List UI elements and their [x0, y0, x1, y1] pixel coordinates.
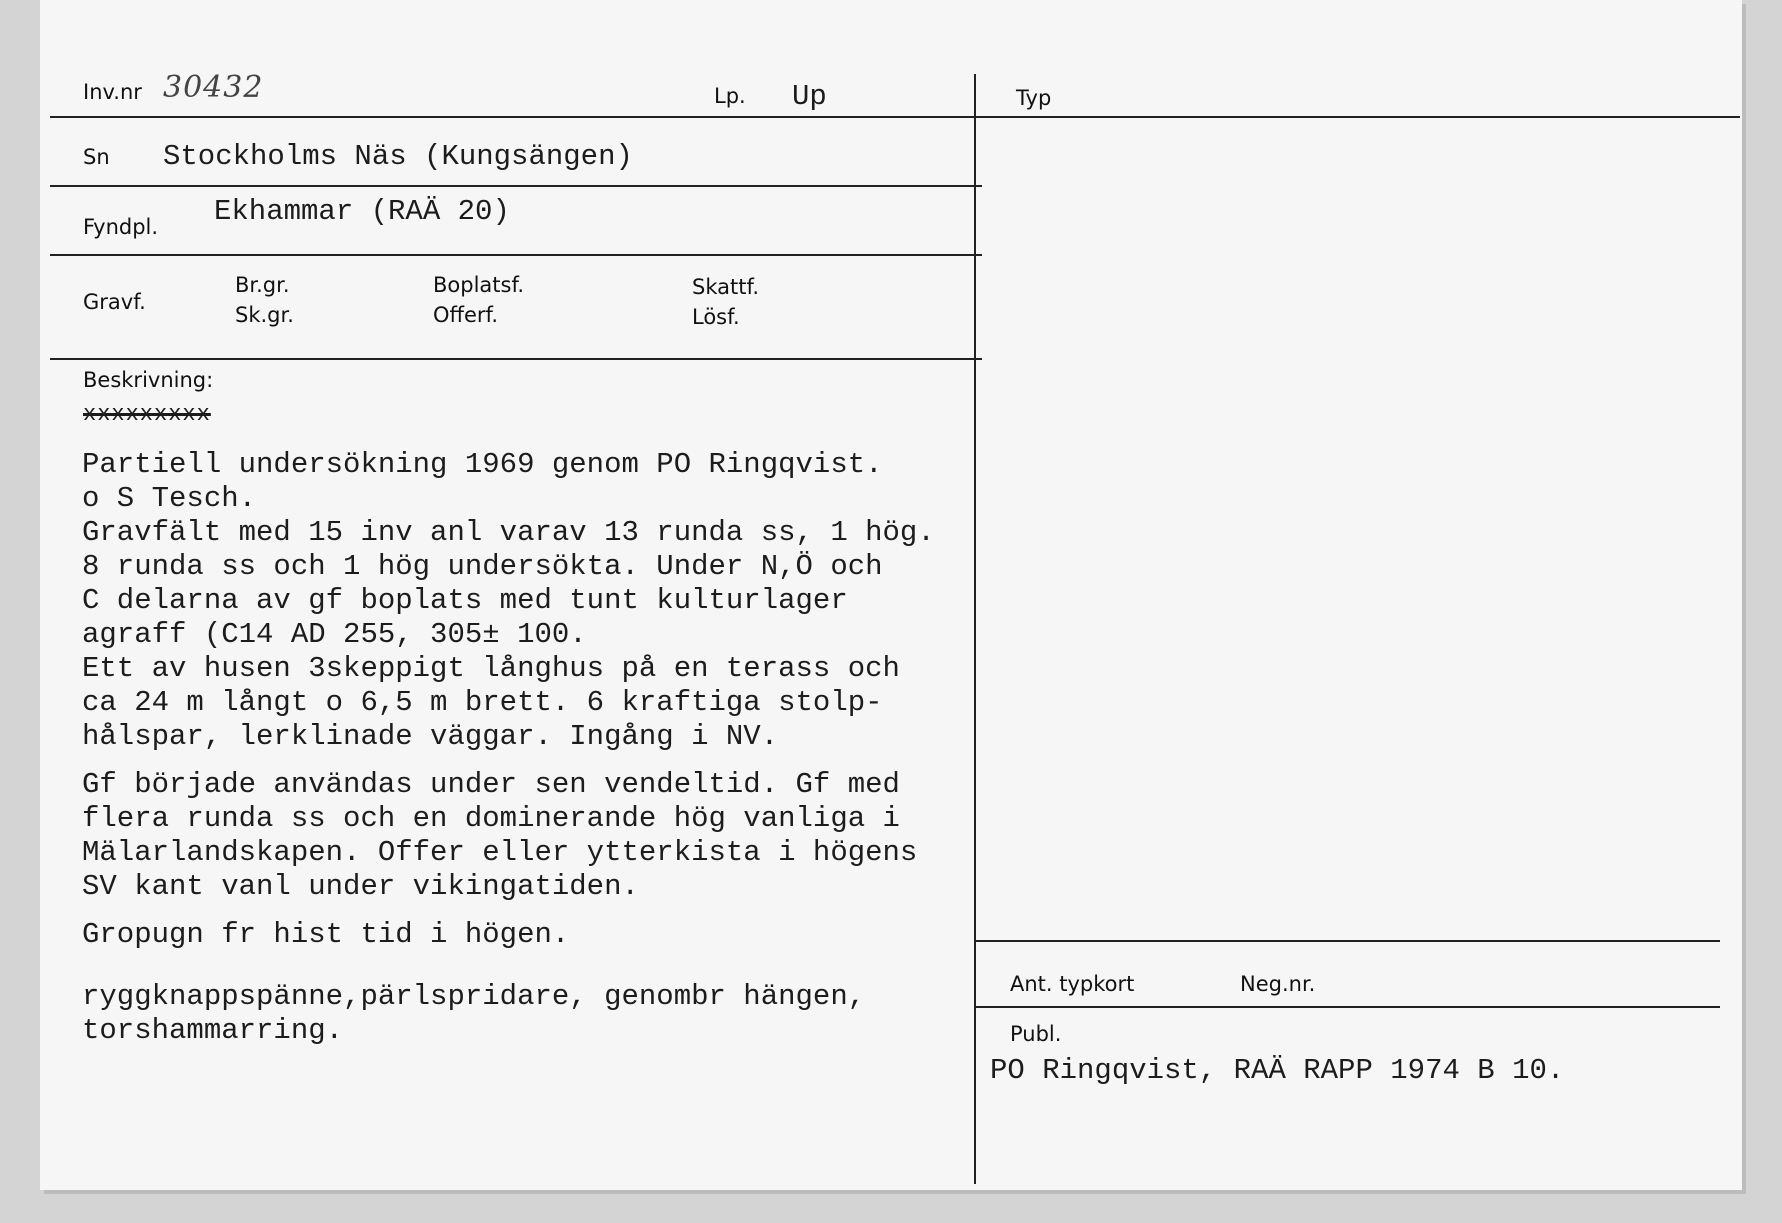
description-line: ryggknappspänne,pärlspridare, genombr hängen, — [82, 980, 866, 1013]
ant-typkort-label: Ant. typkort — [1010, 972, 1135, 996]
description-line: ca 24 m långt o 6,5 m brett. 6 kraftiga stolp- — [82, 686, 883, 719]
description-line: Ett av husen 3skeppigt långhus på en terass och — [82, 652, 900, 685]
inv-nr-value: 30432 — [163, 70, 264, 105]
description-line: Gravfält med 15 inv anl varav 13 runda ss, 1 hög. — [82, 516, 935, 549]
description-line: Partiell undersökning 1969 genom PO Ringqvist. — [82, 448, 883, 481]
lp-value: Up — [792, 80, 827, 113]
beskrivning-label: Beskrivning: — [83, 368, 214, 392]
fyndpl-label: Fyndpl. — [83, 215, 159, 239]
description-line: Gf började användas under sen vendeltid. Gf med — [82, 768, 900, 801]
lp-label: Lp. — [714, 84, 746, 108]
gravf-label: Gravf. — [83, 290, 146, 314]
description-line: Gropugn fr hist tid i högen. — [82, 918, 570, 951]
description-line: torshammarring. — [82, 1014, 344, 1047]
index-card — [40, 0, 1742, 1190]
publ-label: Publ. — [1010, 1022, 1062, 1046]
description-line: C delarna av gf boplats med tunt kulturlager — [82, 584, 848, 617]
divider-sn — [50, 185, 982, 187]
divider-ant-typkort — [974, 940, 1720, 942]
brgr-label: Br.gr. — [235, 273, 290, 297]
typ-label: Typ — [1016, 86, 1052, 110]
description-line: SV kant vanl under vikingatiden. — [82, 870, 639, 903]
boplatsf-label: Boplatsf. — [433, 273, 525, 297]
struck-out-word: xxxxxxxxx — [83, 402, 211, 427]
losf-label: Lösf. — [692, 305, 740, 329]
description-line: flera runda ss och en dominerande hög vanliga i — [82, 802, 900, 835]
publ-value: PO Ringqvist, RAÄ RAPP 1974 B 10. — [990, 1054, 1565, 1087]
description-line: 8 runda ss och 1 hög undersökta. Under N,Ö och — [82, 550, 883, 583]
divider-vertical — [974, 74, 976, 1184]
divider-publ — [974, 1006, 1720, 1008]
description-line: o S Tesch. — [82, 482, 257, 515]
neg-nr-label: Neg.nr. — [1240, 972, 1316, 996]
description-line: Mälarlandskapen. Offer eller ytterkista i högens — [82, 836, 918, 869]
sn-value: Stockholms Näs (Kungsängen) — [163, 140, 633, 173]
skgr-label: Sk.gr. — [235, 303, 294, 327]
divider-gravf — [50, 358, 982, 360]
divider-fyndpl — [50, 254, 982, 256]
offerf-label: Offerf. — [433, 303, 499, 327]
description-line: agraff (C14 AD 255, 305± 100. — [82, 618, 587, 651]
divider-top — [50, 116, 1740, 118]
skattf-label: Skattf. — [692, 275, 759, 299]
description-line: hålspar, lerklinade väggar. Ingång i NV. — [82, 720, 779, 753]
sn-label: Sn — [83, 145, 110, 169]
fyndpl-value: Ekhammar (RAÄ 20) — [214, 195, 510, 228]
inv-nr-label: Inv.nr — [83, 80, 142, 104]
